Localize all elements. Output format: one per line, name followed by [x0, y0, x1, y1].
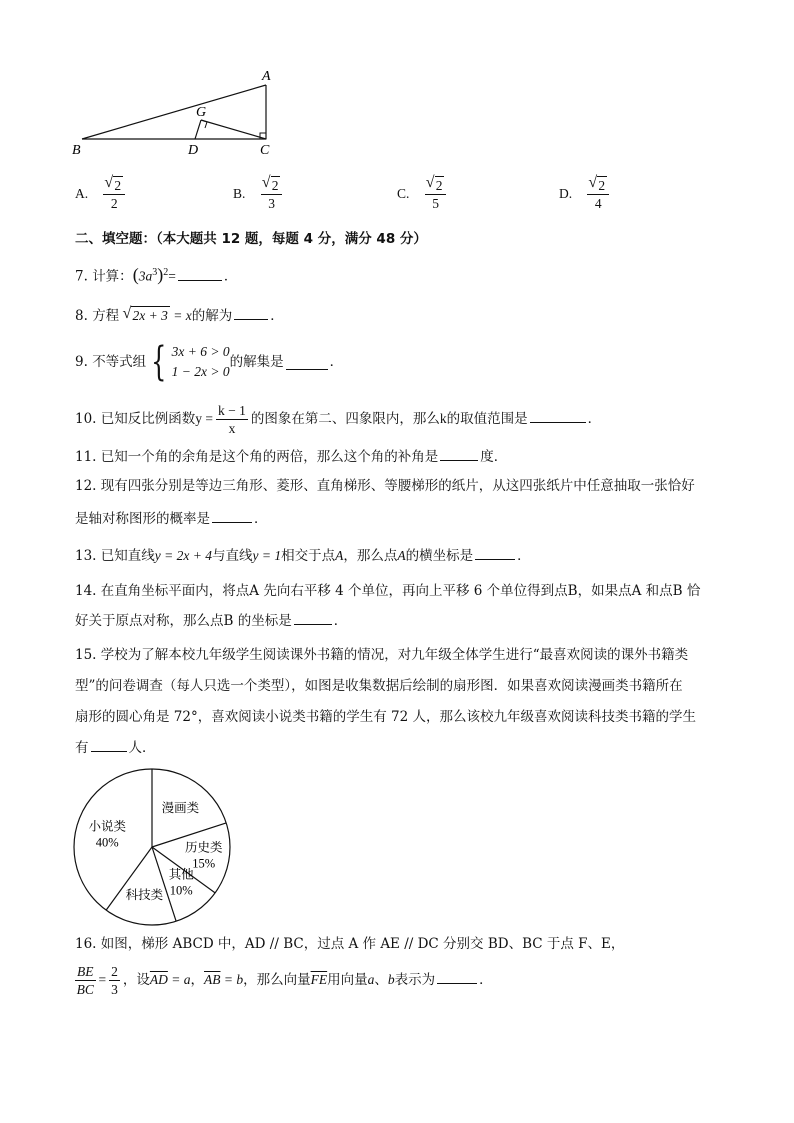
vector-a: a: [367, 972, 375, 987]
math-equation-2: y = 1: [252, 548, 282, 563]
choice-radicand: 2: [114, 178, 122, 193]
choice-denominator: 3: [268, 196, 275, 211]
pie-slice-name: 其他: [168, 867, 194, 882]
question-text: 表示为: [394, 972, 436, 988]
question-text: 扇形的圆心角是 72°，喜欢阅读小说类书籍的学生有 72 人，那么该校九年级喜欢阅读科技类书籍的学生: [75, 709, 696, 725]
question-number: 13.: [75, 548, 97, 564]
math-denominator: x: [228, 421, 236, 436]
pie-slice-percent: 10%: [169, 883, 193, 898]
question-text-post: 的解集是: [229, 354, 284, 370]
math-y: y =: [195, 411, 214, 426]
vector-eq: = b: [220, 972, 244, 987]
question-text: 好关于原点对称，那么点B 的坐标是: [75, 613, 292, 629]
pie-slice-name: 历史类: [185, 840, 223, 855]
section-title: 二、填空题：（本大题共 12 题，每题 4 分，满分 48 分）: [75, 231, 427, 247]
separator: 、: [374, 972, 388, 988]
question-15-line-3: [75, 707, 696, 727]
question-16-line-2: $\frac{BE}{BC}$ = $\frac{2}{3}$ ，设$\overline{AD} = a$，$\overline{AB} = b$，那么向量$\overline{FE}$用向量a、b表示为 ．: [76, 964, 493, 997]
pie-slice-name: 小说类: [88, 819, 126, 834]
question-text: ，设: [122, 972, 150, 988]
math-numerator: BE: [77, 964, 94, 979]
choice-radicand: 2: [435, 178, 443, 193]
vertex-label-b: B: [72, 143, 81, 158]
question-11: [75, 446, 507, 467]
question-15-line-2: [75, 676, 683, 696]
question-number: 7.: [75, 268, 88, 285]
math-fraction: [75, 963, 96, 998]
math-sqrt: √ 2x + 3: [122, 305, 168, 323]
question-text: ，那么向量: [243, 972, 311, 988]
choice-b[interactable]: [233, 176, 285, 212]
math-equation: = x: [169, 308, 192, 323]
question-text: 已知反比例函数: [100, 411, 196, 427]
question-text-post: 度．: [480, 449, 508, 465]
choice-label: A.: [75, 186, 89, 201]
answer-blank[interactable]: [212, 508, 252, 523]
question-12-line-2: 是轴对称图形的概率是 ．: [75, 508, 268, 529]
answer-blank[interactable]: [437, 969, 477, 984]
question-text: 在直角坐标平面内，将点A 先向右平移 4 个单位，再向上平移 6 个单位得到点B，如果点A 和点B 恰: [100, 583, 701, 599]
answer-blank[interactable]: [178, 266, 222, 281]
separator: ，: [190, 972, 204, 988]
vector-ad: $\overline{AD}$: [149, 972, 168, 987]
math-outer-exponent: 2: [163, 267, 169, 278]
vector-ab: $\overline{AB}$: [204, 972, 221, 987]
question-text-mid: 的图象在第二、四象限内，那么: [250, 411, 440, 427]
answer-blank[interactable]: [286, 355, 328, 370]
question-number: 10.: [75, 411, 97, 427]
pie-slice-percent: 15%: [192, 856, 216, 871]
pie-slice-name: 科技类: [125, 887, 164, 902]
question-number: 15.: [75, 647, 97, 663]
question-text: 现有四张分别是等边三角形、菱形、直角梯形、等腰梯形的纸片，从这四张纸片中任意抽取一张恰好: [100, 478, 695, 494]
answer-blank[interactable]: [91, 737, 127, 752]
answer-blank[interactable]: [475, 545, 515, 560]
choice-label: D.: [559, 186, 573, 201]
question-text: 是轴对称图形的概率是: [75, 511, 210, 527]
question-text: 有: [75, 740, 89, 756]
math-equals: =: [98, 972, 107, 987]
math-numerator: 2: [111, 964, 118, 979]
answer-blank[interactable]: [294, 610, 332, 625]
choice-denominator: 2: [110, 196, 118, 211]
question-16: [75, 934, 624, 954]
math-denominator: BC: [76, 982, 94, 997]
question-text-post: 人．: [128, 740, 156, 756]
question-text: 学校为了解本校九年级学生阅读课外书籍的情况，对九年级全体学生进行“最喜欢阅读的课外书籍类: [100, 647, 689, 663]
choice-denominator: 5: [432, 196, 439, 211]
math-equation-1: y = 2x + 4: [154, 548, 212, 563]
question-text-mid: 相交于点: [281, 548, 336, 564]
question-12: [75, 476, 695, 496]
question-15: [75, 645, 688, 665]
choice-c[interactable]: [397, 176, 449, 212]
vertex-label-d: D: [188, 143, 199, 158]
choice-denominator: 4: [594, 196, 602, 211]
choice-a[interactable]: [75, 176, 128, 212]
question-text-post: 的横坐标是: [405, 548, 474, 564]
question-text: 计算：: [92, 268, 133, 285]
question-text: 型”的问卷调查（每人只选一个类型），如图是收集数据后绘制的扇形图．如果喜欢阅读漫画类书籍所在: [75, 678, 683, 694]
question-9: 9. 不等式组 { 3x + 6 > 0 1 − 2x > 0 的解集是 ．: [75, 339, 344, 385]
math-k: k: [439, 411, 447, 426]
math-inner-exponent: 3: [152, 267, 158, 278]
choice-label: C.: [397, 186, 410, 201]
math-base: 3a: [138, 268, 153, 284]
question-text: 不等式组: [92, 354, 147, 370]
vector-eq: = a: [167, 972, 191, 987]
question-text: 用向量: [327, 972, 368, 988]
question-13: 13. 已知直线y = 2x + 4与直线y = 1相交于点A，那么点A的横坐标是 ．: [75, 545, 531, 566]
question-text: 已知直线: [100, 548, 155, 564]
choice-fraction: √ 2 4: [587, 176, 609, 212]
pie-slice-percent: 40%: [95, 835, 119, 850]
vector-fe: $\overline{FE}$: [310, 972, 328, 987]
question-text: 方程: [92, 308, 120, 324]
answer-blank[interactable]: [530, 408, 586, 423]
question-14-line-2: 好关于原点对称，那么点B 的坐标是 ．: [75, 610, 347, 631]
question-8: 8. 方程 √ 2x + 3 = x的解为 ．: [75, 305, 284, 324]
pie-chart: [68, 768, 238, 928]
question-number: 11.: [75, 449, 97, 465]
question-text-post: 的取值范围是: [446, 411, 528, 427]
question-text-post: 的解为: [191, 308, 233, 324]
vertex-label-c: C: [260, 143, 270, 158]
question-15-line-4: [75, 737, 156, 758]
math-equals: =: [168, 268, 176, 284]
choice-fraction: √ 2 3: [261, 176, 283, 212]
math-numerator: k − 1: [218, 403, 246, 418]
triangle-figure: [70, 68, 290, 158]
question-text: 如图，梯形 ABCD 中，AD // BC，过点 A 作 AE // DC 分别交 BD、BC 于点 F、E，: [100, 936, 625, 952]
choice-radicand: 2: [271, 178, 279, 193]
point-label: A: [335, 548, 344, 563]
question-number: 16.: [75, 936, 97, 952]
math-denominator: 3: [111, 982, 118, 997]
choice-fraction: √ 2 2: [103, 176, 125, 212]
question-number: 8.: [75, 308, 88, 324]
question-10: 10. 已知反比例函数y = $\frac{k - 1}{x}$ 的图象在第二、四象限内，那么k的取值范围是 ．: [75, 403, 602, 436]
choice-d[interactable]: [559, 176, 612, 212]
pie-slice-name: 漫画类: [161, 800, 200, 815]
question-7: 7. 计算：$(3a^3)^2=$ ．: [75, 264, 238, 285]
math-fraction: [216, 402, 248, 437]
brace-icon: {: [151, 339, 167, 385]
choice-fraction: √ 2 5: [425, 176, 447, 212]
question-number: 12.: [75, 478, 97, 494]
question-text: 已知一个角的余角是这个角的两倍，那么这个角的补角是: [100, 449, 439, 465]
inequality-line-2: 1 − 2x > 0: [171, 364, 230, 379]
math-radicand: 2x + 3: [132, 308, 168, 323]
answer-blank[interactable]: [234, 305, 268, 320]
inequality-line-1: 3x + 6 > 0: [171, 344, 230, 359]
question-text-mid: ，那么点: [343, 548, 398, 564]
question-14: [75, 581, 700, 601]
choice-label: B.: [233, 186, 246, 201]
math-fraction-value: [109, 963, 120, 998]
question-number: 14.: [75, 583, 97, 599]
inequality-system: [172, 342, 230, 382]
vector-b: b: [387, 972, 395, 987]
vertex-label-g: G: [196, 105, 207, 120]
choice-radicand: 2: [598, 178, 606, 193]
question-number: 9.: [75, 354, 88, 370]
question-text-mid: 与直线: [212, 548, 253, 564]
vertex-label-a: A: [262, 69, 271, 84]
answer-blank[interactable]: [440, 446, 478, 461]
point-label: A: [397, 548, 406, 563]
